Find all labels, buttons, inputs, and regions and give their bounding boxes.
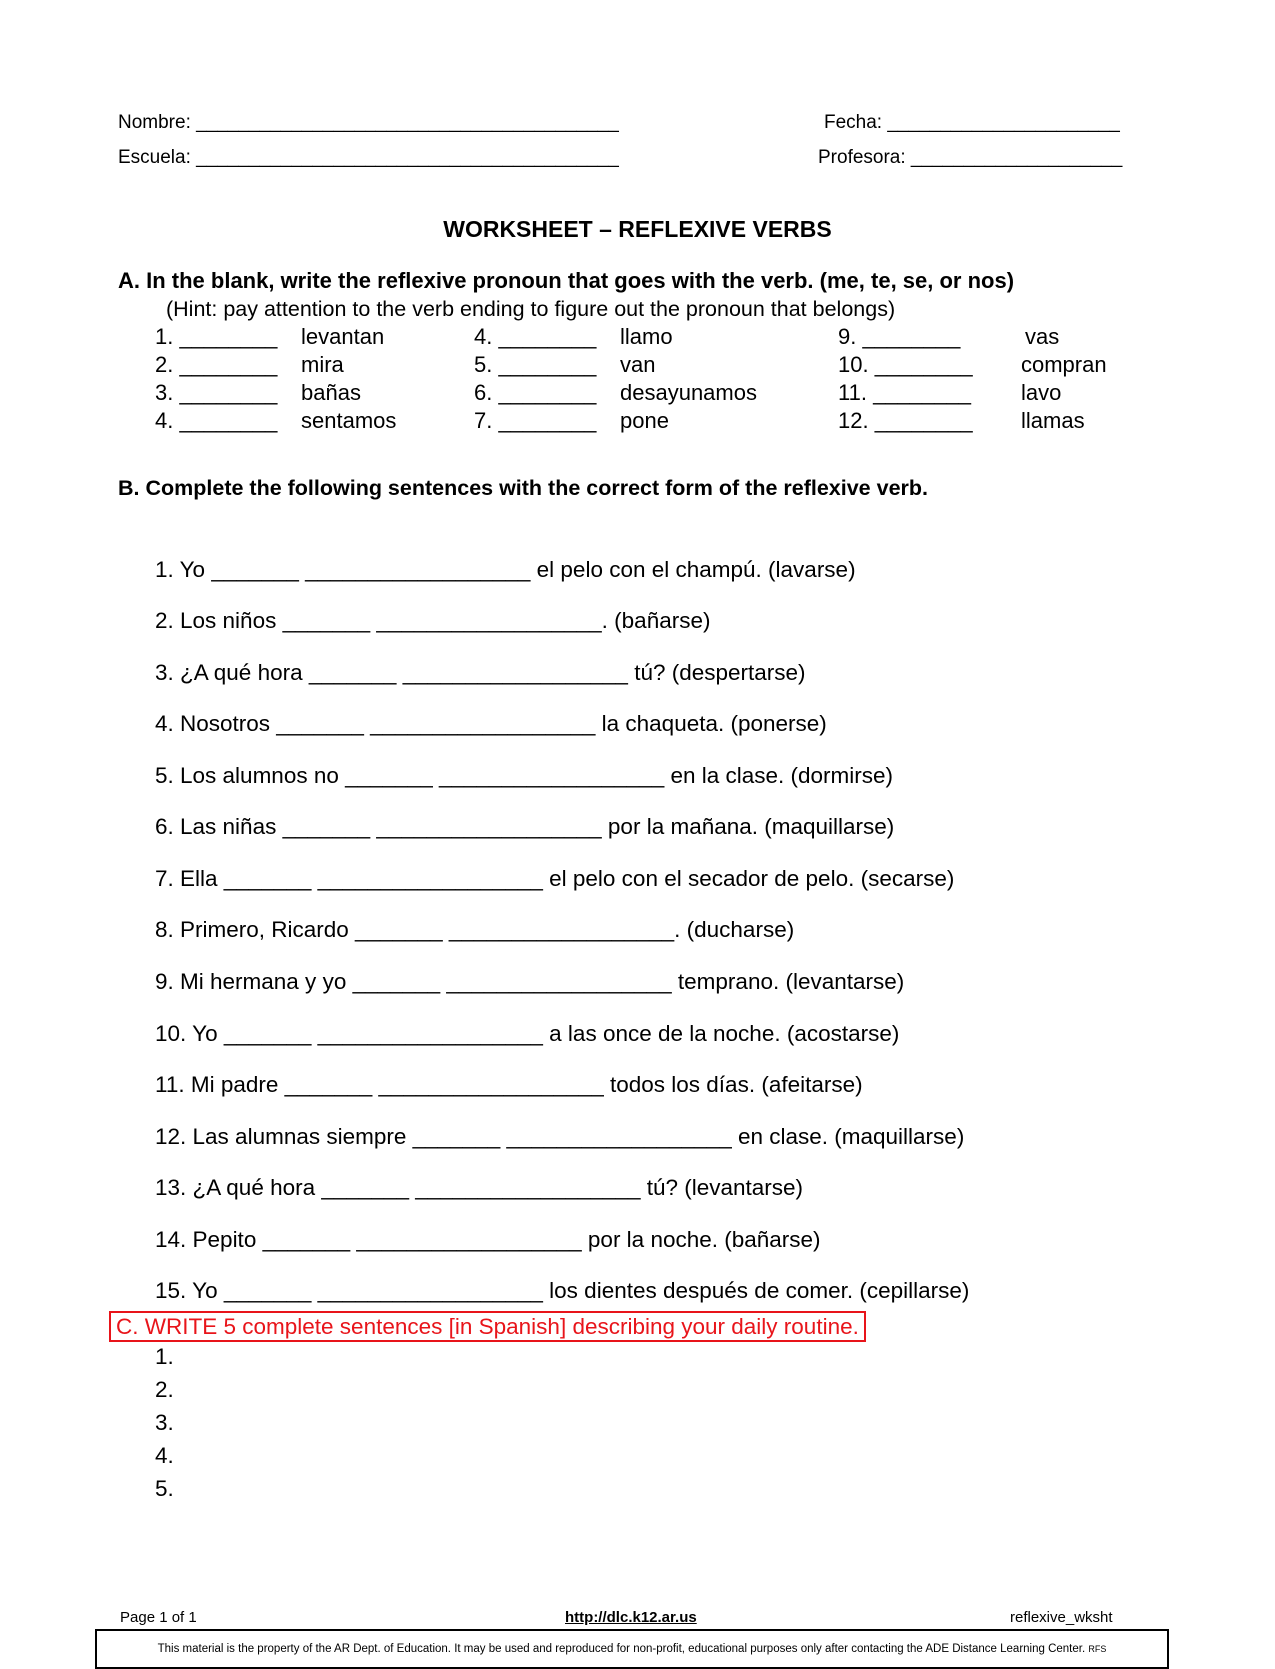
blank-item[interactable]: 10. ________ [838, 352, 973, 377]
routine-line[interactable]: 5. [155, 1476, 174, 1501]
escuela-field[interactable]: Escuela: ________________________________________ [118, 147, 619, 168]
verb-label: vas [1025, 324, 1060, 349]
sentence-item[interactable]: 12. Las alumnas siempre _______ __________________ en clase. (maquillarse) [155, 1124, 965, 1149]
sentence-item[interactable]: 2. Los niños _______ __________________. (bañarse) [155, 608, 711, 633]
verb-label: pone [620, 408, 669, 433]
blank-item[interactable]: 1. ________ [155, 324, 278, 349]
verb-label: sentamos [301, 408, 397, 433]
blank-item[interactable]: 5. ________ [474, 352, 597, 377]
author-initials: RFS [1088, 1644, 1107, 1654]
blank-item[interactable]: 3. ________ [155, 380, 278, 405]
blank-item[interactable]: 9. ________ [838, 324, 961, 349]
sentence-item[interactable]: 4. Nosotros _______ __________________ la chaqueta. (ponerse) [155, 711, 827, 736]
sentence-item[interactable]: 1. Yo _______ __________________ el pelo con el champú. (lavarse) [155, 557, 856, 582]
blank-item[interactable]: 4. ________ [155, 408, 278, 433]
blank-item[interactable]: 6. ________ [474, 380, 597, 405]
nombre-field[interactable]: Nombre: ________________________________________ [118, 112, 619, 133]
section-a-heading: A. In the blank, write the reflexive pronoun that goes with the verb. (me, te, se, or nos) [118, 268, 1015, 293]
sentence-item[interactable]: 8. Primero, Ricardo _______ __________________. (ducharse) [155, 917, 795, 942]
sentence-item[interactable]: 14. Pepito _______ __________________ por la noche. (bañarse) [155, 1227, 821, 1252]
sentence-item[interactable]: 9. Mi hermana y yo _______ __________________ temprano. (levantarse) [155, 969, 905, 994]
sentence-item[interactable]: 10. Yo _______ __________________ a las once de la noche. (acostarse) [155, 1021, 900, 1046]
sentence-item[interactable]: 7. Ella _______ __________________ el pelo con el secador de pelo. (secarse) [155, 866, 955, 891]
sentence-item[interactable]: 15. Yo _______ __________________ los dientes después de comer. (cepillarse) [155, 1278, 970, 1303]
blank-item[interactable]: 12. ________ [838, 408, 973, 433]
sentence-item[interactable]: 13. ¿A qué hora _______ __________________ tú? (levantarse) [155, 1175, 804, 1200]
verb-label: llamas [1021, 408, 1085, 433]
profesora-field[interactable]: Profesora: ____________________ [818, 147, 1123, 168]
verb-label: compran [1021, 352, 1107, 377]
routine-line[interactable]: 3. [155, 1410, 174, 1435]
verb-label: desayunamos [620, 380, 757, 405]
sentence-item[interactable]: 3. ¿A qué hora _______ __________________ tú? (despertarse) [155, 660, 806, 685]
fecha-field[interactable]: Fecha: ______________________ [824, 112, 1120, 133]
document-id: reflexive_wksht [1010, 1609, 1113, 1626]
legal-notice-text: This material is the property of the AR Dept. of Education. It may be used and reproduced for non-profit, educational purposes only after contacting the ADE Distance Learning Center. [157, 1643, 1086, 1655]
page-title: WORKSHEET – REFLEXIVE VERBS [443, 216, 832, 242]
sentence-item[interactable]: 11. Mi padre _______ __________________ todos los días. (afeitarse) [155, 1072, 863, 1097]
verb-label: van [620, 352, 656, 377]
blank-item[interactable]: 7. ________ [474, 408, 597, 433]
sentence-item[interactable]: 5. Los alumnos no _______ __________________ en la clase. (dormirse) [155, 763, 894, 788]
verb-label: mira [301, 352, 344, 377]
verb-label: levantan [301, 324, 385, 349]
section-b-heading: B. Complete the following sentences with the correct form of the reflexive verb. [118, 476, 928, 500]
blank-item[interactable]: 2. ________ [155, 352, 278, 377]
legal-notice-box [95, 1629, 1169, 1669]
verb-label: llamo [620, 324, 673, 349]
blank-item[interactable]: 4. ________ [474, 324, 597, 349]
section-c-heading: C. WRITE 5 complete sentences [in Spanish] describing your daily routine. [109, 1311, 866, 1342]
routine-line[interactable]: 1. [155, 1344, 174, 1369]
verb-label: bañas [301, 380, 361, 405]
routine-line[interactable]: 4. [155, 1443, 174, 1468]
blank-item[interactable]: 11. ________ [838, 380, 971, 405]
sentence-item[interactable]: 6. Las niñas _______ __________________ por la mañana. (maquillarse) [155, 814, 895, 839]
routine-line[interactable]: 2. [155, 1377, 174, 1402]
section-a-hint: (Hint: pay attention to the verb ending to figure out the pronoun that belongs) [166, 297, 896, 321]
verb-label: lavo [1021, 380, 1062, 405]
footer-url-link[interactable]: http://dlc.k12.ar.us [565, 1609, 697, 1626]
page-number: Page 1 of 1 [120, 1609, 197, 1626]
